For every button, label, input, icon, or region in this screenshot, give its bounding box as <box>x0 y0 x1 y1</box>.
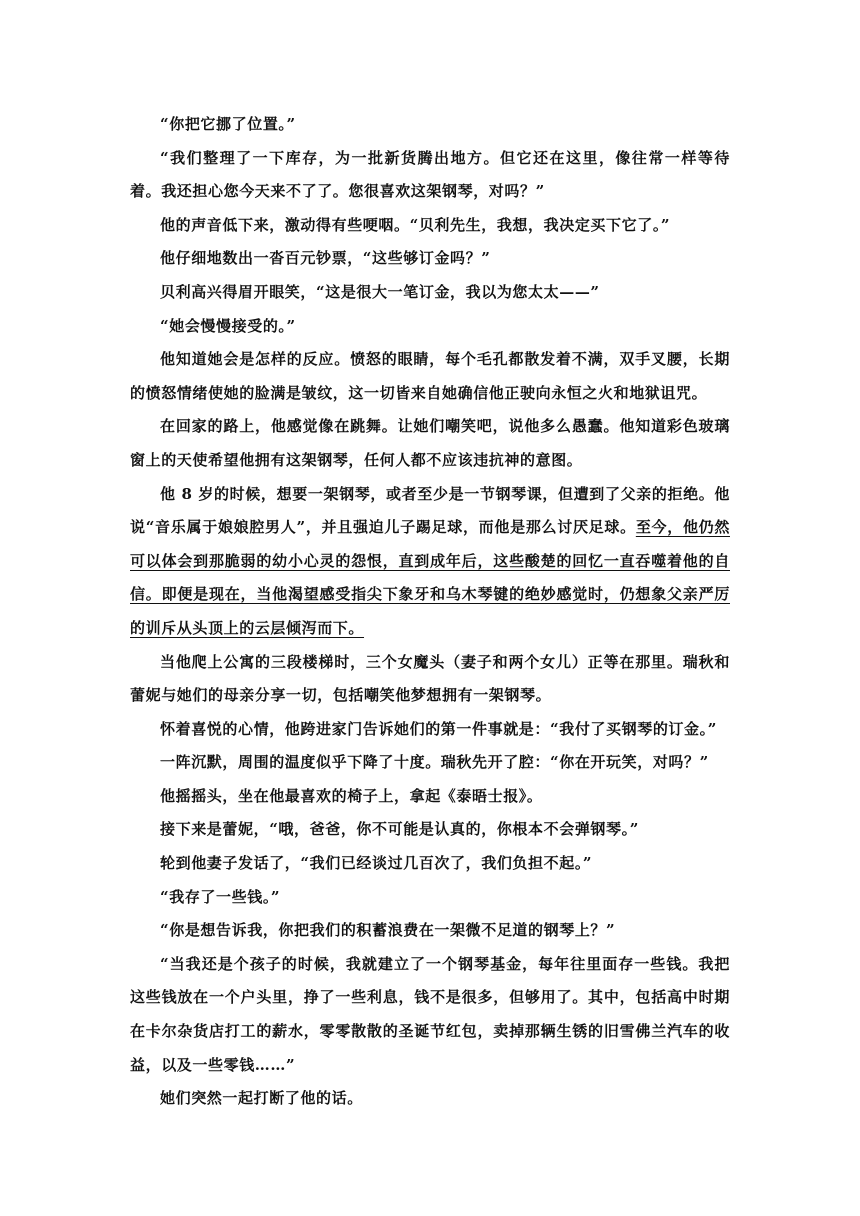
paragraph: “我们整理了一下库存，为一批新货腾出地方。但它还在这里，像往常一样等待着。我还担心您今天来不了了。您很喜欢这架钢琴，对吗？” <box>130 148 730 201</box>
paragraph: “当我还是个孩子的时候，我就建立了一个钢琴基金，每年往里面存一些钱。我把这些钱放在一个户头里，挣了一些利息，钱不是很多，但够用了。其中，包括高中时期在卡尔杂货店打工的薪水，零零散散的圣诞节红包，卖掉那辆生锈的旧雪佛兰汽车的收益，以及一些零钱……” <box>130 954 730 1074</box>
paragraph: “你把它挪了位置。” <box>160 115 296 133</box>
paragraph: “我存了一些钱。” <box>160 887 281 906</box>
paragraph: 怀着喜悦的心情，他跨进家门告诉她们的第一件事就是：“我付了买钢琴的订金。” <box>160 719 717 738</box>
paragraph: 贝利高兴得眉开眼笑，“这是很大一笔订金，我以为您太太——” <box>160 282 600 301</box>
paragraph: 她们突然一起打断了他的话。 <box>160 1089 363 1108</box>
paragraph: 在回家的路上，他感觉像在跳舞。让她们嘲笑吧，说他多么愚蠢。他知道彩色玻璃窗上的天使希望他拥有这架钢琴，任何人都不应该违抗神的意图。 <box>130 417 730 469</box>
paragraph: 轮到他妻子发话了，“我们已经谈过几百次了，我们负担不起。” <box>160 854 593 873</box>
paragraph: 接下来是蕾妮，“哦，爸爸，你不可能是认真的，你根本不会弹钢琴。” <box>160 820 639 839</box>
paragraph: 他的声音低下来，激动得有些哽咽。“贝利先生，我想，我决定买下它了。” <box>160 215 671 234</box>
paragraph: 他摇摇头，坐在他最喜欢的椅子上，拿起《泰晤士报》。 <box>160 786 543 805</box>
story-text <box>130 108 730 1116</box>
paragraph-with-underline <box>130 478 730 646</box>
paragraph: 当他爬上公寓的三段楼梯时，三个女魔头（妻子和两个女儿）正等在那里。瑞秋和蕾妮与她们的母亲分享一切，包括嘲笑他梦想拥有一架钢琴。 <box>130 652 730 705</box>
paragraph: “她会慢慢接受的。” <box>160 316 296 335</box>
paragraph: 一阵沉默，周围的温度似乎下降了十度。瑞秋先开了腔：“你在开玩笑，对吗？” <box>160 753 709 772</box>
paragraph: 他仔细地数出一沓百元钞票，“这些够订金吗？” <box>160 249 491 268</box>
paragraph: “你是想告诉我，你把我们的积蓄浪费在一架微不足道的钢琴上？” <box>160 921 616 940</box>
paragraph: 他知道她会是怎样的反应。愤怒的眼睛，每个毛孔都散发着不满，双手叉腰，长期的愤怒情绪使她的脸满是皱纹，这一切皆来自她确信他正驶向永恒之火和地狱诅咒。 <box>130 350 730 402</box>
paragraph-plain-part: 他 8 岁的时候，想要一架钢琴，或者至少是一节钢琴课，但遭到了父亲的拒绝。他说“音乐属于娘娘腔男人”，并且强迫儿子踢足球，而他是那么讨厌足球。 <box>130 484 730 537</box>
underlined-sentence: 至今，他仍然可以体会到那脆弱的幼小心灵的怨恨，直到成年后，这些酸楚的回忆一直吞噬着他的自信。即便是现在，当他渴望感受指尖下象牙和乌木琴键的绝妙感觉时，仍想象父亲严厉的训斥从头顶上的云层倾泻而下。 <box>130 518 730 637</box>
